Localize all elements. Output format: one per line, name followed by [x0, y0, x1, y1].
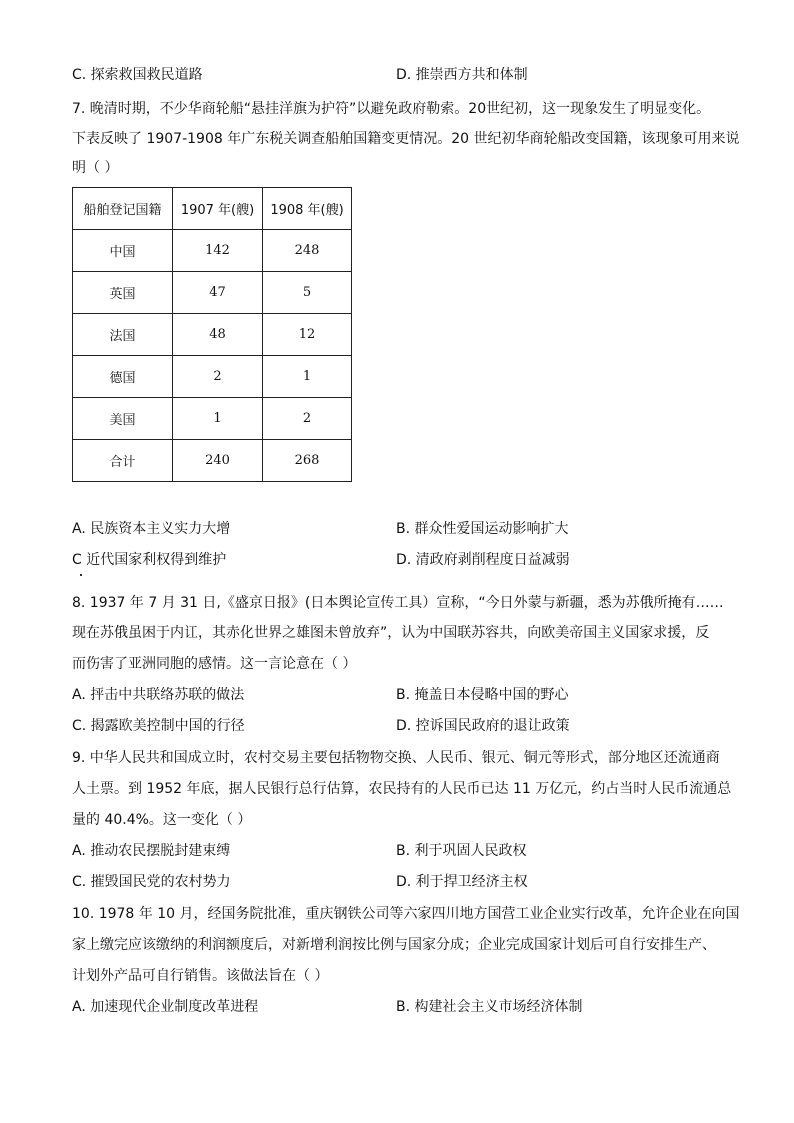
table-cell-country: 中国 [73, 230, 173, 272]
q9-option-d: D. 利于捍卫经济主权 [396, 874, 528, 890]
q8-option-a: A. 抨击中共联络苏联的做法 [72, 687, 245, 703]
table-cell-1908: 12 [263, 314, 352, 356]
table-header: 船舶登记国籍 [73, 188, 173, 230]
q10-stem-line2: 家上缴完应该缴纳的利润额度后，对新增利润按比例与国家分成；企业完成国家计划后可自行安排生产、 [72, 937, 716, 953]
table-row [73, 314, 352, 356]
q6-option-c: C. 探索救国救民道路 [72, 67, 203, 83]
table-cell-1907: 47 [173, 272, 263, 314]
q9-stem-line2: 人土票。到 1952 年底，据人民银行总行估算，农民持有的人民币已达 11 万亿元，约占当时人民币流通总 [72, 781, 732, 797]
q7-option-c: C 近代国家利权得到维护 [72, 552, 227, 568]
q9-stem-line3: 量的 40.4%。这一变化（ ） [72, 812, 252, 828]
ship-nationality-table [72, 187, 352, 482]
table-cell-1908: 2 [263, 398, 352, 440]
q7-stem-line2: 下表反映了 1907-1908 年广东税关调查船舶国籍变更情况。20 世纪初华商轮船改变国籍，该现象可用来说 [72, 131, 740, 147]
table-cell-1907: 240 [173, 440, 263, 482]
q7-option-a: A. 民族资本主义实力大增 [72, 521, 231, 537]
table-cell-1907: 142 [173, 230, 263, 272]
table-cell-country: 合计 [73, 440, 173, 482]
q6-option-d: D. 推崇西方共和体制 [396, 67, 528, 83]
table-cell-1907: 48 [173, 314, 263, 356]
q7-stem-line3: 明（ ） [72, 160, 119, 176]
q7-stem-line1: 7. 晚清时期，不少华商轮船“悬挂洋旗为护符”以避免政府勒索。20世纪初，这一现象发生了明显变化。 [72, 101, 711, 117]
q9-option-c: C. 摧毁国民党的农村势力 [72, 874, 231, 890]
table-row-total [73, 440, 352, 482]
table-cell-country: 美国 [73, 398, 173, 440]
q7-option-b: B. 群众性爱国运动影响扩大 [396, 521, 569, 537]
table-cell-1907: 2 [173, 356, 263, 398]
q8-stem-line1: 8. 1937 年 7 月 31 日,《盛京日报》(日本舆论宣传工具）宣称，“今日外蒙与新疆，悉为苏俄所掩有…… [72, 595, 724, 611]
table-cell-country: 英国 [73, 272, 173, 314]
table-cell-country: 德国 [73, 356, 173, 398]
q8-stem-line3: 而伤害了亚洲同胞的感情。这一言论意在（ ） [72, 656, 357, 672]
q9-stem-line1: 9. 中华人民共和国成立时，农村交易主要包括物物交换、人民币、银元、铜元等形式，部分地区还流通商 [72, 750, 720, 766]
q10-option-a: A. 加速现代企业制度改革进程 [72, 999, 259, 1015]
q9-option-a: A. 推动农民摆脱封建束缚 [72, 843, 231, 859]
q8-option-b: B. 掩盖日本侵略中国的野心 [396, 687, 569, 703]
q7-option-d: D. 清政府剥削程度日益减弱 [396, 552, 570, 568]
table-row [73, 272, 352, 314]
table-cell-1908: 1 [263, 356, 352, 398]
stray-dot [80, 574, 82, 576]
q9-option-b: B. 利于巩固人民政权 [396, 843, 527, 859]
table-cell-country: 法国 [73, 314, 173, 356]
q8-option-c: C. 揭露欧美控制中国的行径 [72, 718, 245, 734]
q10-option-b: B. 构建社会主义市场经济体制 [396, 999, 583, 1015]
q8-option-d: D. 控诉国民政府的退让政策 [396, 718, 570, 734]
table-row [73, 230, 352, 272]
table-header: 1908 年(艘) [263, 188, 352, 230]
q8-stem-line2: 现在苏俄虽困于内讧，其赤化世界之雄图未曾放弃”，认为中国联苏容共，向欧美帝国主义国家求援，反 [72, 625, 710, 641]
table-header-row [73, 188, 352, 230]
table-row [73, 356, 352, 398]
table-cell-1908: 248 [263, 230, 352, 272]
table-row [73, 398, 352, 440]
q10-stem-line3: 计划外产品可自行销售。该做法旨在（ ） [72, 968, 329, 984]
table-cell-1908: 5 [263, 272, 352, 314]
q10-stem-line1: 10. 1978 年 10 月，经国务院批准，重庆钢铁公司等六家四川地方国营工业企业实行改革，允许企业在向国 [72, 906, 740, 922]
table-cell-1908: 268 [263, 440, 352, 482]
table-cell-1907: 1 [173, 398, 263, 440]
table-header: 1907 年(艘) [173, 188, 263, 230]
